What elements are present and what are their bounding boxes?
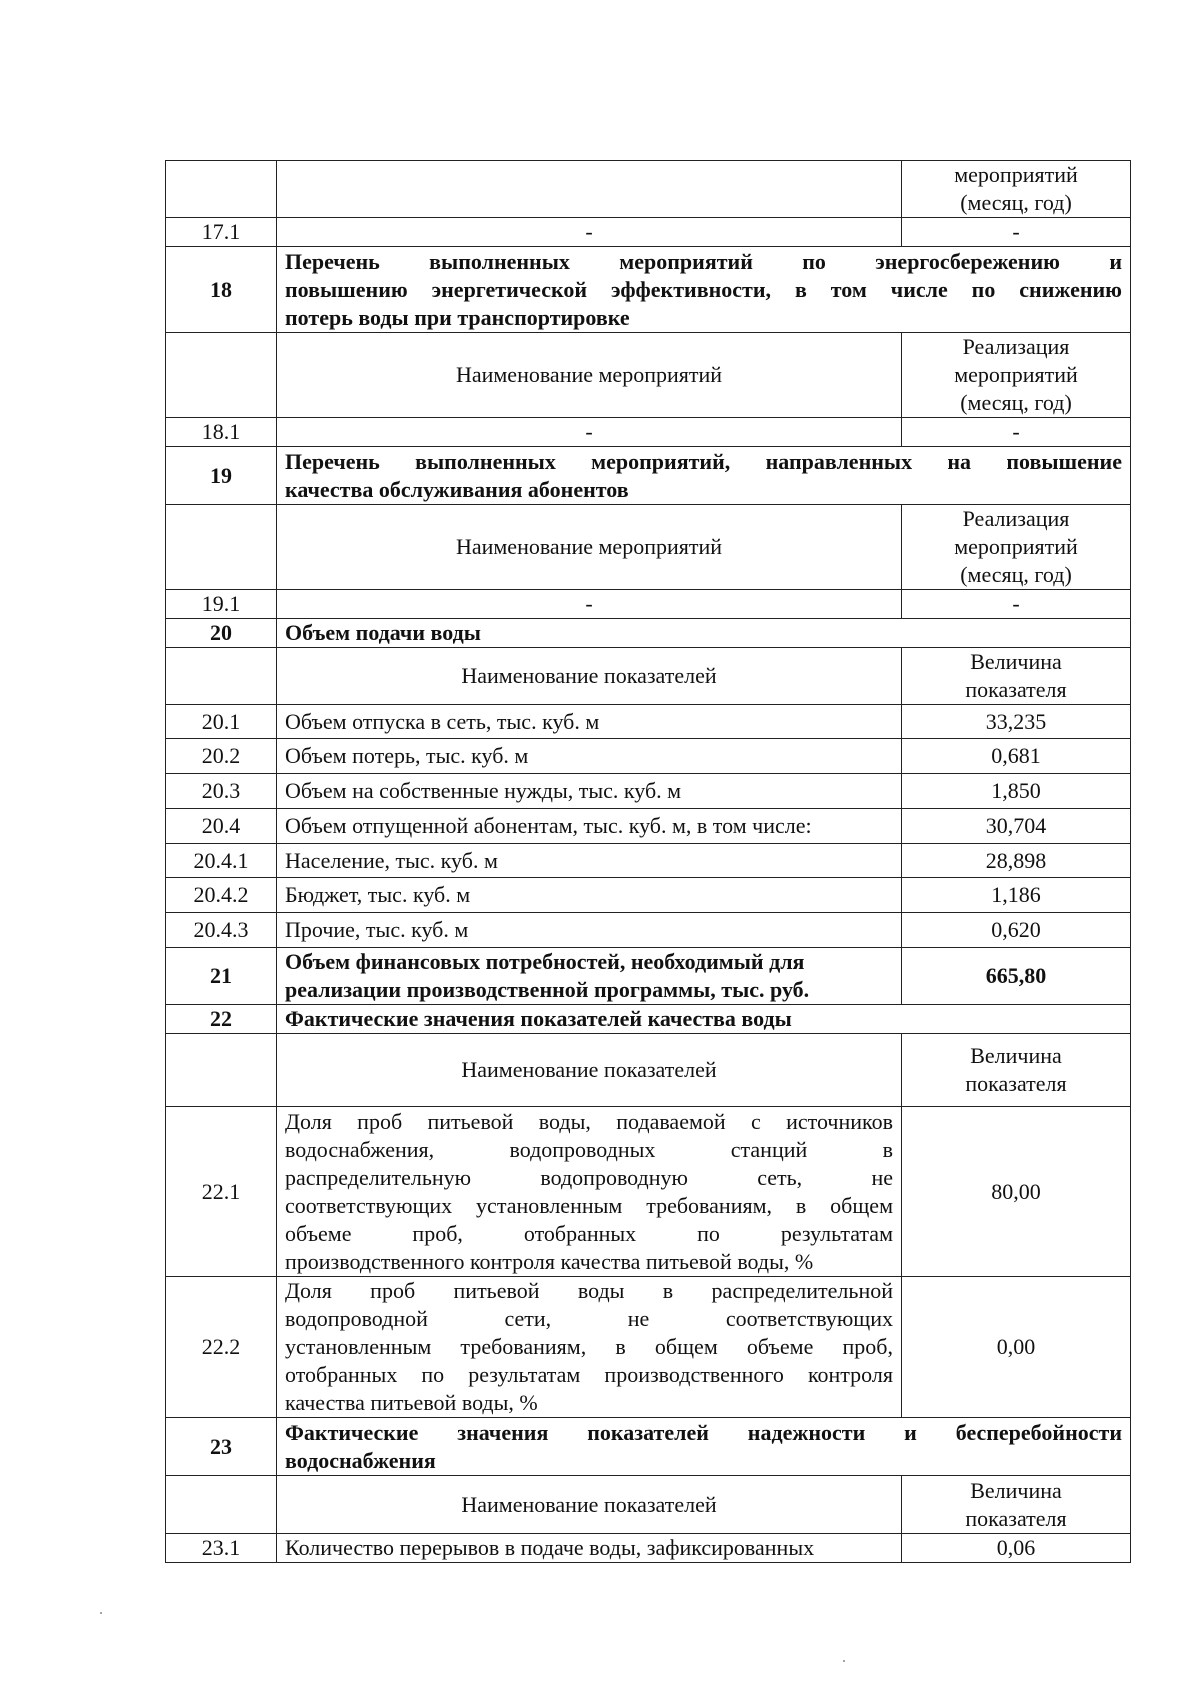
row-number: 20.4.2 [166,878,277,913]
table-header-row [166,1034,1131,1107]
section-number: 22 [166,1005,277,1034]
section-title: Объем финансовых потребностей, необходимый для реализации производственной программы, тыс. руб. [277,948,902,1005]
column-header-name: Наименование показателей [277,648,902,705]
row-name: Объем отпущенной абонентам, тыс. куб. м, в том числе: [277,809,902,844]
section-title: Перечень выполненных мероприятий, направленных на повышение качества обслуживания абонентов [277,447,1131,505]
table-row [166,844,1131,878]
row-value: - [902,418,1131,447]
row-number: 20.1 [166,705,277,739]
row-value: - [902,590,1131,619]
section-row [166,619,1131,648]
table-row [166,161,1131,218]
row-value: 0,620 [902,913,1131,948]
section-title: Фактические значения показателей качества воды [277,1005,1131,1034]
table-row [166,705,1131,739]
row-name: Доля проб питьевой воды, подаваемой с источников водоснабжения, водопроводных станций в распределительную водопроводную сеть, не соответствующих установленным требованиям, в общем объеме проб, отобранных по результатам производственного контроля качества питьевой воды, % [277,1107,902,1277]
row-name: - [277,590,902,619]
row-number: 23.1 [166,1534,277,1563]
row-number: 18.1 [166,418,277,447]
row-name: - [277,418,902,447]
row-name: Бюджет, тыс. куб. м [277,878,902,913]
scan-speck [100,1612,102,1614]
row-number-cell [166,505,277,590]
row-value: 33,235 [902,705,1131,739]
row-value: 30,704 [902,809,1131,844]
row-name: Объем потерь, тыс. куб. м [277,739,902,774]
table-header-row [166,505,1131,590]
row-number-cell [166,1034,277,1107]
row-value: 0,681 [902,739,1131,774]
row-number: 19.1 [166,590,277,619]
section-title: Объем подачи воды [277,619,1131,648]
row-number: 20.4 [166,809,277,844]
indicators-table [165,160,1131,1563]
row-number: 20.3 [166,774,277,809]
column-header-value: Величина показателя [902,648,1131,705]
table-row [166,739,1131,774]
table-header-row [166,648,1131,705]
row-value: 665,80 [902,948,1131,1005]
row-number: 20.4.3 [166,913,277,948]
row-number: 17.1 [166,218,277,247]
section-number: 18 [166,247,277,333]
section-row [166,1418,1131,1476]
section-title: Перечень выполненных мероприятий по энергосбережению и повышению энергетической эффективности, в том числе по снижению потерь воды при транспортировке [277,247,1131,333]
table-row [166,1534,1131,1563]
row-name: Объем на собственные нужды, тыс. куб. м [277,774,902,809]
row-number-cell [166,1476,277,1534]
column-header-name: Наименование показателей [277,1034,902,1107]
row-number-cell [166,648,277,705]
section-row [166,948,1131,1005]
column-header-value: Реализация мероприятий (месяц, год) [902,505,1131,590]
row-number-cell [166,333,277,418]
row-number: 20.2 [166,739,277,774]
row-name: Доля проб питьевой воды в распределительной водопроводной сети, не соответствующих установленным требованиям, в общем объеме проб, отобранных по результатам производственного контроля качества питьевой воды, % [277,1277,902,1418]
table-row [166,774,1131,809]
row-value-header: мероприятий (месяц, год) [902,161,1131,218]
table-row [166,878,1131,913]
table-row [166,913,1131,948]
row-value: 80,00 [902,1107,1131,1277]
column-header-name: Наименование мероприятий [277,333,902,418]
row-name: Население, тыс. куб. м [277,844,902,878]
section-row [166,1005,1131,1034]
row-value: - [902,218,1131,247]
row-value: 0,00 [902,1277,1131,1418]
section-number: 19 [166,447,277,505]
row-name: Прочие, тыс. куб. м [277,913,902,948]
table-row [166,1277,1131,1418]
section-number: 20 [166,619,277,648]
section-title: Фактические значения показателей надежности и бесперебойности водоснабжения [277,1418,1131,1476]
column-header-name: Наименование показателей [277,1476,902,1534]
section-number: 23 [166,1418,277,1476]
table-row [166,809,1131,844]
row-name: Количество перерывов в подаче воды, зафиксированных [277,1534,902,1563]
row-number: 22.2 [166,1277,277,1418]
row-value: 28,898 [902,844,1131,878]
row-name-cell [277,161,902,218]
table-header-row [166,1476,1131,1534]
scan-speck [843,1660,845,1662]
table-row [166,218,1131,247]
section-number: 21 [166,948,277,1005]
section-row [166,247,1131,333]
table-row [166,418,1131,447]
column-header-name: Наименование мероприятий [277,505,902,590]
row-value: 1,186 [902,878,1131,913]
column-header-value: Величина показателя [902,1476,1131,1534]
row-name: Объем отпуска в сеть, тыс. куб. м [277,705,902,739]
table-row [166,590,1131,619]
column-header-value: Реализация мероприятий (месяц, год) [902,333,1131,418]
column-header-value: Величина показателя [902,1034,1131,1107]
row-number: 22.1 [166,1107,277,1277]
row-number: 20.4.1 [166,844,277,878]
row-value: 0,06 [902,1534,1131,1563]
row-name: - [277,218,902,247]
table-header-row [166,333,1131,418]
section-row [166,447,1131,505]
row-number-cell [166,161,277,218]
row-value: 1,850 [902,774,1131,809]
table-row [166,1107,1131,1277]
